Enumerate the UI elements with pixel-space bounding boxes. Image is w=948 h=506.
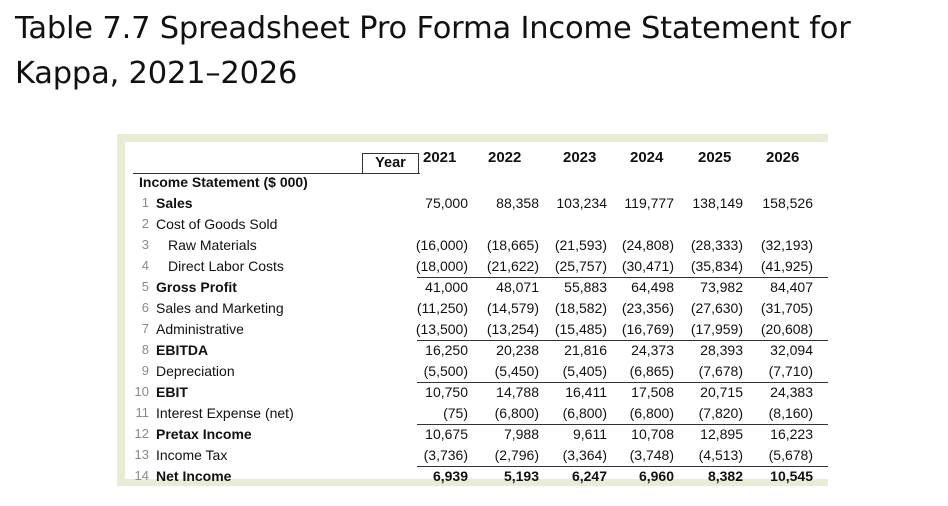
table-body [125,142,828,484]
row-label: Gross Profit [156,279,237,295]
year-header-2024: 2024 [630,149,664,166]
cell-2026: (32,193) [760,237,813,253]
cell-2022: (18,665) [486,237,539,253]
slide-title-line-1: Table 7.7 Spreadsheet Pro Forma Income Statement for [15,11,851,46]
row-label: Depreciation [156,363,235,379]
cell-2025: (4,513) [698,447,743,463]
cell-2023: (21,593) [554,237,607,253]
cell-2022: 48,071 [496,279,539,295]
row-label: Pretax Income [156,426,252,442]
cell-2026: 16,223 [770,426,813,442]
cell-2022: 14,788 [496,384,539,400]
cell-2026: (31,705) [760,300,813,316]
section-title: Income Statement ($ 000) [139,174,308,190]
table-row-interest-expense [125,403,828,423]
cell-2021: 6,939 [432,468,468,484]
row-number: 14 [134,468,149,483]
cell-2024: 64,498 [631,279,674,295]
row-number: 4 [141,258,149,273]
table-row-ebit [125,382,828,402]
cell-2021: 10,750 [425,384,468,400]
cell-2023: 55,883 [564,279,607,295]
cell-2023: 103,234 [556,195,607,211]
slide-title-line-2: Kappa, 2021–2026 [15,56,298,91]
cell-2024: 17,508 [631,384,674,400]
row-number: 13 [134,447,149,462]
cell-2023: (6,800) [562,405,607,421]
row-number: 9 [141,363,149,378]
cell-2021: 75,000 [425,195,468,211]
table-row-cost-of-goods-sold [125,214,828,234]
cell-2025: (7,820) [698,405,743,421]
cell-2025: (35,834) [690,258,743,274]
cell-2022: (14,579) [486,300,539,316]
year-header-2023: 2023 [563,149,597,166]
cell-2022: (21,622) [486,258,539,274]
year-header-2025: 2025 [698,149,732,166]
table-row-net-income [125,466,828,486]
cell-2025: 12,895 [700,426,743,442]
cell-2026: 10,545 [770,468,813,484]
row-label: Sales and Marketing [156,300,284,316]
cell-2021: (5,500) [423,363,468,379]
row-label: Raw Materials [168,237,257,253]
cell-2022: (5,450) [494,363,539,379]
table-row-ebitda [125,340,828,360]
cell-2026: (5,678) [768,447,813,463]
cell-2024: (23,356) [621,300,674,316]
cell-2024: 24,373 [631,342,674,358]
cell-2023: (25,757) [554,258,607,274]
table-row-depreciation [125,361,828,381]
cell-2023: 6,247 [571,468,607,484]
row-number: 7 [141,321,149,336]
row-number: 6 [141,300,149,315]
cell-2024: (6,865) [629,363,674,379]
cell-2024: (24,808) [621,237,674,253]
cell-2023: (15,485) [554,321,607,337]
cell-2021: (18,000) [415,258,468,274]
cell-2025: (27,630) [690,300,743,316]
cell-2022: 5,193 [503,468,539,484]
row-label: Sales [156,195,193,211]
row-label: EBIT [156,384,188,400]
row-label: Income Tax [156,447,228,463]
row-number: 5 [141,279,149,294]
cell-2024: (30,471) [621,258,674,274]
row-number: 10 [134,384,149,399]
table-row-gross-profit [125,277,828,297]
cell-2021: 41,000 [425,279,468,295]
cell-2025: 8,382 [707,468,743,484]
row-number: 11 [135,405,149,420]
year-header-2026: 2026 [766,149,800,166]
cell-2021: (75) [443,405,468,421]
cell-2024: (16,769) [621,321,674,337]
row-label: Direct Labor Costs [168,258,284,274]
cell-2021: (3,736) [423,447,468,463]
cell-2023: 21,816 [564,342,607,358]
row-number: 3 [141,237,149,252]
cell-2024: (6,800) [629,405,674,421]
cell-2025: 20,715 [700,384,743,400]
cell-2026: 32,094 [770,342,813,358]
slide-title [15,6,940,96]
row-label: Administrative [156,321,244,337]
cell-2023: (18,582) [554,300,607,316]
cell-2025: (7,678) [698,363,743,379]
cell-2026: 84,407 [770,279,813,295]
cell-2021: (16,000) [415,237,468,253]
cell-2024: 6,960 [638,468,674,484]
income-statement-table [117,134,828,486]
cell-2023: (3,364) [562,447,607,463]
row-label: Cost of Goods Sold [156,216,278,232]
year-header-2022: 2022 [488,149,522,166]
cell-2023: 9,611 [573,426,607,442]
cell-2021: (13,500) [415,321,468,337]
cell-2022: 88,358 [496,195,539,211]
row-label: Net Income [156,468,232,484]
row-number: 12 [134,426,149,441]
cell-2025: 73,982 [700,279,743,295]
row-label: Interest Expense (net) [156,405,294,421]
year-header-2021: 2021 [423,149,457,166]
table-row-raw-materials [125,235,828,255]
year-header-box: Year [362,153,419,174]
cell-2024: (3,748) [629,447,674,463]
row-number: 1 [141,195,149,210]
cell-2025: (28,333) [690,237,743,253]
cell-2024: 119,777 [624,195,674,211]
row-number: 8 [141,342,149,357]
cell-2022: 20,238 [496,342,539,358]
table-row-sales [125,193,828,213]
table-row-administrative [125,319,828,339]
cell-2025: 138,149 [692,195,743,211]
cell-2022: (2,796) [494,447,539,463]
table-row-income-tax [125,445,828,465]
cell-2025: (17,959) [690,321,743,337]
table-row-sales-and-marketing [125,298,828,318]
table-row-direct-labor-costs [125,256,828,276]
cell-2024: 10,708 [631,426,674,442]
cell-2021: 10,675 [425,426,468,442]
row-label: EBITDA [156,342,209,358]
cell-2023: (5,405) [562,363,607,379]
cell-2021: 16,250 [425,342,468,358]
cell-2026: (7,710) [768,363,813,379]
row-number: 2 [141,216,149,231]
cell-2022: 7,988 [503,426,539,442]
cell-2026: (20,608) [760,321,813,337]
cell-2026: (41,925) [760,258,813,274]
cell-2026: (8,160) [768,405,813,421]
table-row-pretax-income [125,424,828,444]
cell-2021: (11,250) [416,300,468,316]
cell-2025: 28,393 [700,342,743,358]
cell-2026: 24,383 [770,384,813,400]
cell-2026: 158,526 [762,195,813,211]
cell-2022: (6,800) [494,405,539,421]
cell-2022: (13,254) [486,321,539,337]
cell-2023: 16,411 [565,384,607,400]
